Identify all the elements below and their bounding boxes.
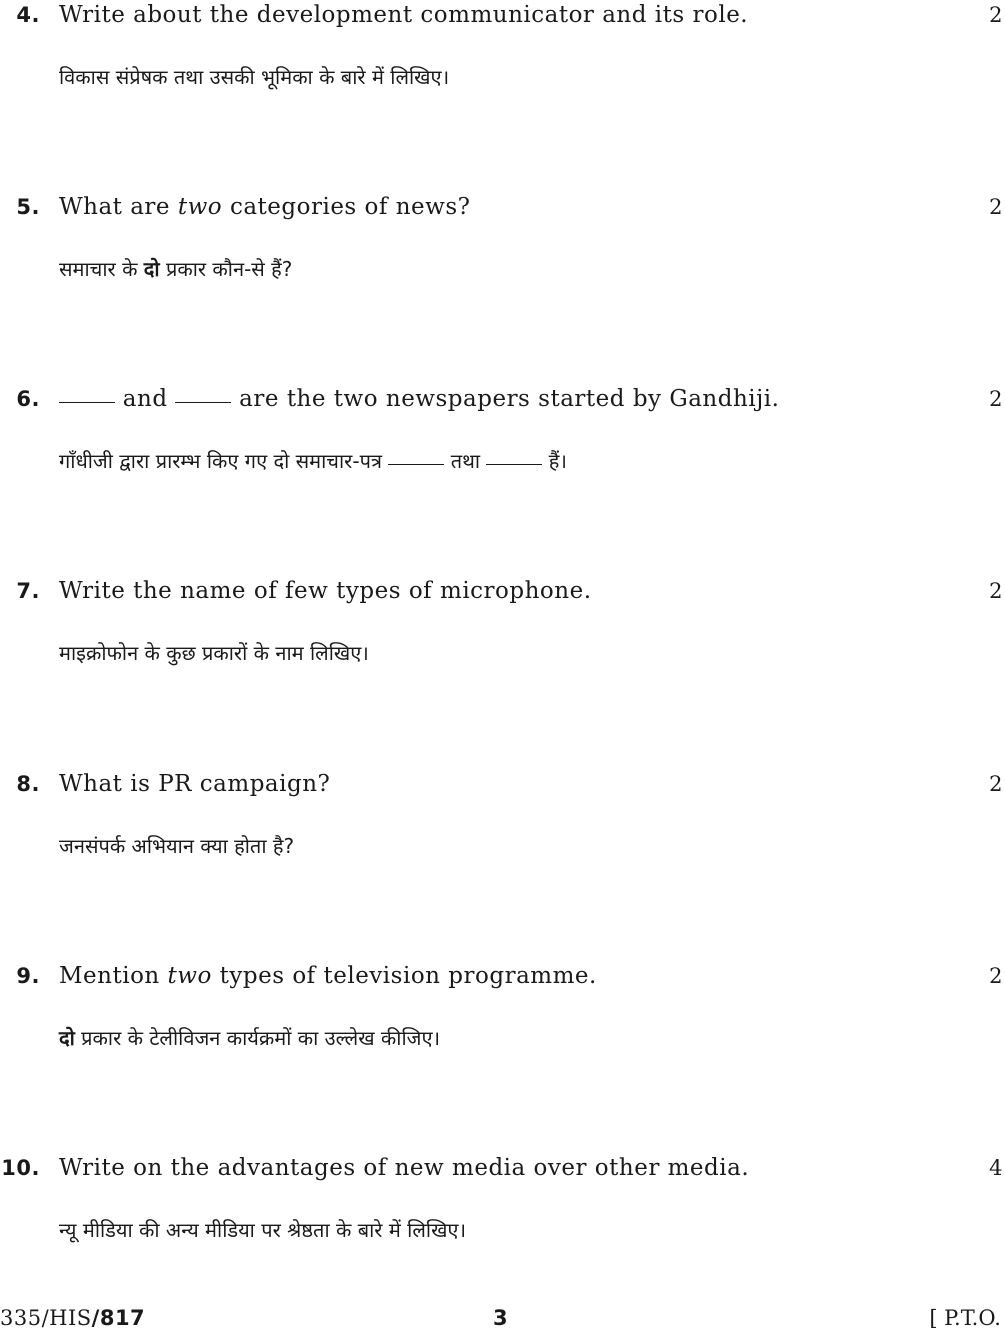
question-text-hindi: दो प्रकार के टेलीविजन कार्यक्रमों का उल्लेख कीजिए।: [59, 1026, 441, 1050]
question-number: 4.: [16, 3, 40, 27]
question-text-english: Write on the advantages of new media over other media.: [59, 1155, 750, 1181]
question-text-hindi: विकास संप्रेषक तथा उसकी भूमिका के बारे में लिखिए।: [59, 65, 450, 89]
question-marks: 2: [989, 195, 1003, 219]
please-turn-over: [ P.T.O.: [929, 1306, 1001, 1330]
emphasis: दो: [143, 257, 160, 281]
question-number: 5.: [16, 195, 40, 219]
answer-blank: [388, 464, 444, 465]
page-footer: [0, 1306, 1005, 1332]
question-text-hindi: माइक्रोफोन के कुछ प्रकारों के नाम लिखिए।: [59, 641, 369, 665]
question-text-hindi: गाँधीजी द्वारा प्रारम्भ किए गए दो समाचार-पत्र तथा हैं।: [59, 449, 567, 473]
question-text-english: What is PR campaign?: [59, 771, 331, 797]
question-marks: 2: [989, 3, 1003, 27]
question-marks: 2: [989, 964, 1003, 988]
question-number: 8.: [16, 772, 40, 796]
emphasis: two: [167, 963, 212, 989]
paper-code: 335/HIS/817: [0, 1306, 146, 1330]
question-number: 9.: [16, 964, 40, 988]
question-number: 6.: [16, 387, 40, 411]
question-text-english: Write the name of few types of microphone.: [59, 578, 592, 604]
question-marks: 4: [989, 1156, 1003, 1180]
question-text-hindi: जनसंपर्क अभियान क्या होता है?: [59, 834, 295, 858]
question-marks: 2: [989, 772, 1003, 796]
question-text-english: and are the two newspapers started by Gandhiji.: [59, 384, 779, 414]
question-text-english: Mention two types of television programme.: [59, 963, 597, 989]
question-marks: 2: [989, 387, 1003, 411]
page-number: 3: [493, 1306, 508, 1330]
question-number: 7.: [16, 579, 40, 603]
question-marks: 2: [989, 579, 1003, 603]
question-text-hindi: समाचार के दो प्रकार कौन-से हैं?: [59, 257, 293, 281]
answer-blank: [486, 464, 542, 465]
question-text-hindi: न्यू मीडिया की अन्य मीडिया पर श्रेष्ठता के बारे में लिखिए।: [59, 1218, 467, 1242]
question-text-english: What are two categories of news?: [59, 194, 471, 220]
answer-blank: [59, 402, 115, 403]
emphasis: two: [177, 194, 223, 220]
answer-blank: [175, 402, 231, 403]
emphasis: दो: [59, 1026, 75, 1050]
question-number: 10.: [1, 1156, 40, 1180]
question-text-english: Write about the development communicator and its role.: [59, 2, 749, 28]
